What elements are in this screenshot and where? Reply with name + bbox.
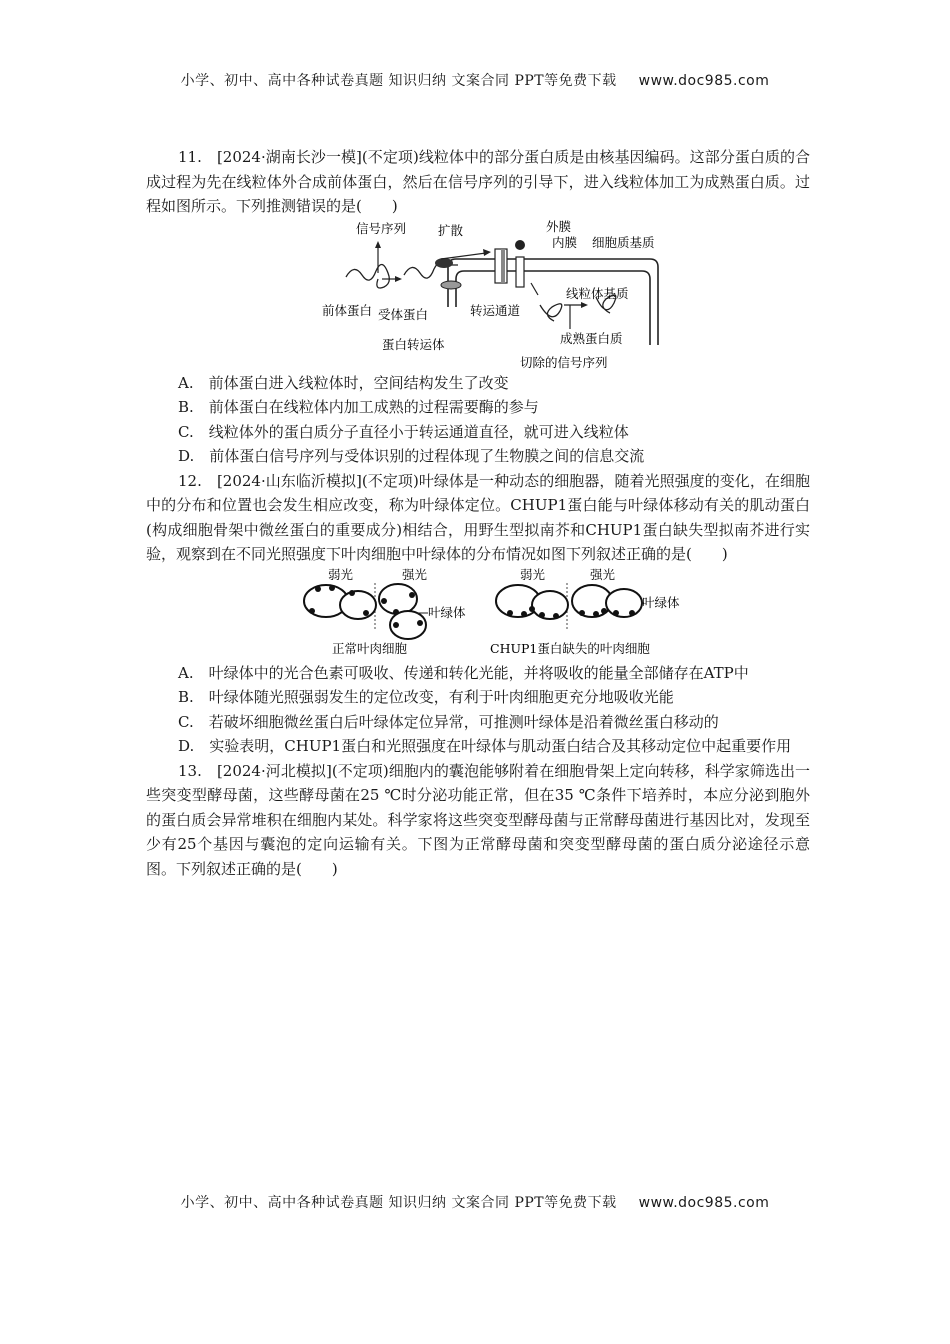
label-chloroplast-2: 叶绿体 (642, 594, 680, 610)
label-chloroplast-1: 叶绿体 (428, 604, 466, 620)
label-weak-2: 弱光 (520, 566, 546, 582)
header-site[interactable]: www.doc985.com (638, 73, 770, 89)
chloroplast-distribution-diagram (146, 567, 810, 661)
q11-option-b[interactable]: B. 前体蛋白在线粒体内加工成熟的过程需要酶的参与 (178, 398, 539, 416)
label-precursor: 前体蛋白 (322, 302, 373, 318)
label-mito-matrix: 线粒体基质 (566, 285, 629, 301)
q11-stem: 11. [2024·湖南长沙一模](不定项)线粒体中的部分蛋白质是由核基因编码。这部分蛋白质的合成过程为先在线粒体外合成前体蛋白，然后在信号序列的引导下，进入线粒体加工为成熟蛋白质。过程如图所示。下列推测错误的是( ) (146, 148, 810, 215)
precursor-protein-shape (346, 264, 389, 288)
q11-figure (146, 219, 810, 371)
label-normal-cell: 正常叶肉细胞 (332, 640, 408, 656)
channel-right (516, 257, 524, 287)
q11-option-c[interactable]: C. 线粒体外的蛋白质分子直径小于转运通道直径，就可进入线粒体 (178, 422, 629, 441)
q12-option-a[interactable]: A. 叶绿体中的光合色素可吸收、传递和转化光能，并将吸收的能量全部储存在ATP中 (178, 663, 749, 682)
matrix-protein (540, 303, 562, 320)
label-mature: 成熟蛋白质 (560, 330, 623, 346)
page-header (0, 70, 950, 90)
footer-text: 小学、初中、高中各种试卷真题 知识归纳 文案合同 PPT等免费下载 (180, 1195, 617, 1211)
q12-option-b[interactable]: B. 叶绿体随光照强弱发生的定位改变，有利于叶肉细胞更充分地吸收光能 (178, 688, 674, 706)
label-cytoplasm-matrix: 细胞质基质 (592, 234, 655, 250)
label-inner-membrane: 内膜 (552, 234, 578, 250)
outer-membrane-line (448, 259, 658, 345)
header-text: 小学、初中、高中各种试卷真题 知识归纳 文案合同 PPT等免费下载 (180, 73, 617, 89)
label-transporter: 蛋白转运体 (382, 336, 445, 352)
cell-mutant-2 (532, 591, 568, 619)
mitochondria-import-diagram (146, 219, 810, 371)
label-signal-seq: 信号序列 (356, 220, 407, 236)
q12-option-c[interactable]: C. 若破坏细胞微丝蛋白后叶绿体定位异常，可推测叶绿体是沿着微丝蛋白移动的 (178, 712, 719, 731)
q12-figure (146, 567, 810, 661)
footer-site[interactable]: www.doc985.com (638, 1195, 770, 1211)
q13-stem: 13. [2024·河北模拟](不定项)细胞内的囊泡能够附着在细胞骨架上定向转移，科学家筛选出一些突变型酵母菌，这些酵母菌在25 ℃时分泌功能正常，但在35 ℃条件下培养时，本应分泌到胞外的蛋白质会异常堆积在细胞内某处。科学家将这些突变型酵母菌与正常酵母菌进行基因比对，发现至少有25个基因与囊泡的定向运输有关。下图为正常酵母菌和突变型酵母菌的蛋白质分泌途径示意图。下列叙述正确的是( ) (146, 761, 810, 878)
label-weak-1: 弱光 (328, 566, 354, 582)
label-receptor: 受体蛋白 (378, 306, 429, 322)
receptor-head (515, 240, 525, 250)
label-mutant-cell: CHUP1蛋白缺失的叶肉细胞 (490, 640, 650, 656)
page-footer (0, 1192, 950, 1212)
page-content (146, 145, 810, 881)
signal-sequence-dot (435, 258, 453, 268)
cell-normal-2 (340, 591, 376, 619)
label-strong-1: 强光 (402, 566, 428, 582)
q11-option-a[interactable]: A. 前体蛋白进入线粒体时，空间结构发生了改变 (178, 373, 509, 392)
q12-option-d[interactable]: D. 实验表明，CHUP1蛋白和光照强度在叶绿体与肌动蛋白结合及其移动定位中起重要作用 (178, 737, 792, 755)
label-cut-signal: 切除的信号序列 (520, 354, 608, 370)
q12-stem: 12. [2024·山东临沂模拟](不定项)叶绿体是一种动态的细胞器，随着光照强度的变化，在细胞中的分布和位置也会发生相应改变，称为叶绿体定位。CHUP1蛋白能与叶绿体移动有关的肌动蛋白(构成细胞骨架中微丝蛋白的重要成分)相结合，用野生型拟南芥和CHUP1蛋白缺失型拟南芥进行实验，观察到在不同光照强度下叶肉细胞中叶绿体的分布情况如图下列叙述正确的是( ) (146, 471, 810, 563)
label-strong-2: 强光 (590, 566, 616, 582)
cell-mutant-4 (606, 589, 642, 617)
label-outer-membrane: 外膜 (546, 218, 572, 234)
q11-option-d[interactable]: D. 前体蛋白信号序列与受体识别的过程体现了生物膜之间的信息交流 (178, 447, 645, 465)
transporter-shape (441, 281, 461, 289)
label-diffuse: 扩散 (438, 222, 464, 238)
channel-left-core (501, 249, 505, 283)
label-channel: 转运通道 (470, 302, 521, 318)
